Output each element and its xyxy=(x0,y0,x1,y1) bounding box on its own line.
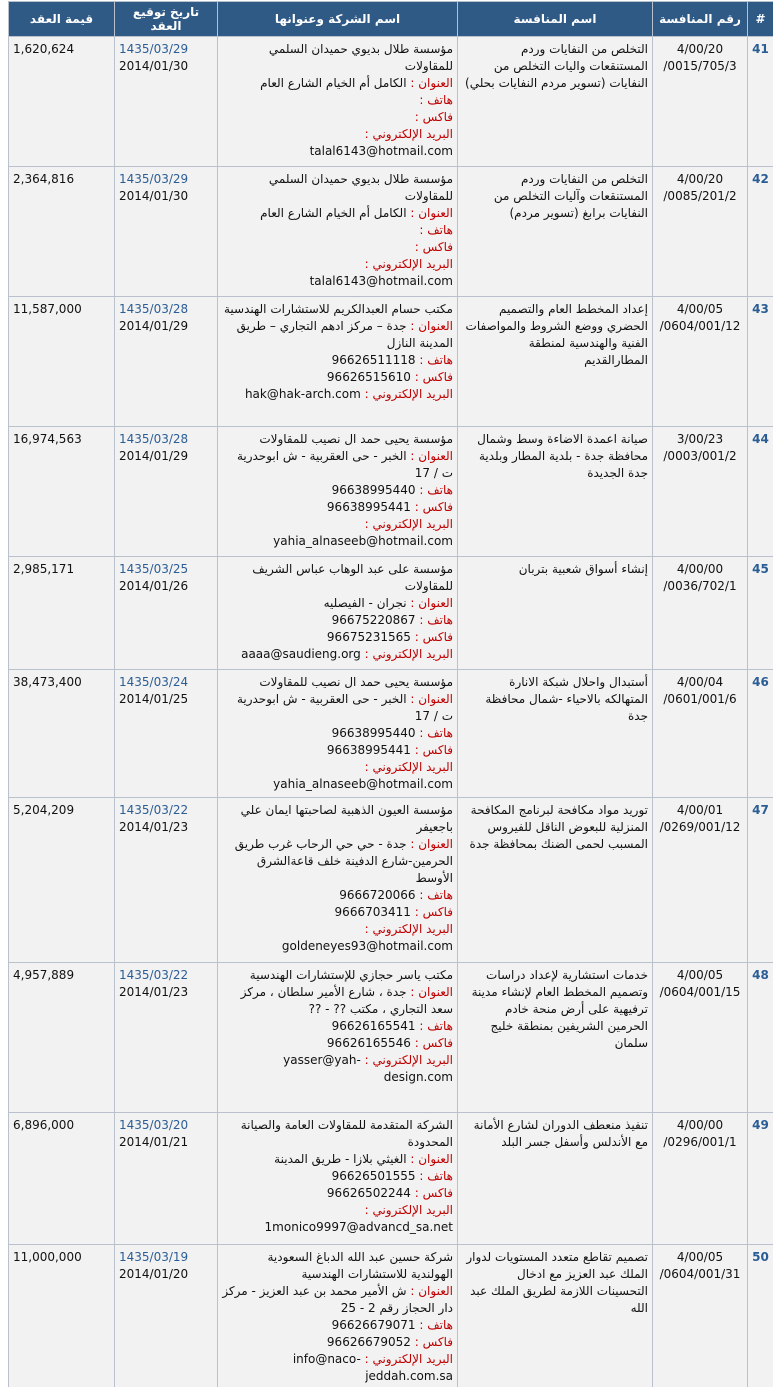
contract-value: 5,204,209 xyxy=(9,798,115,963)
row-number: 44 xyxy=(748,427,773,557)
table-row xyxy=(9,1113,773,1245)
col-header-num: # xyxy=(748,2,773,37)
contact-address-label: العنوان : xyxy=(410,449,453,463)
company-cell xyxy=(218,670,458,798)
table-row xyxy=(9,1245,773,1387)
tender-name: توريد مواد مكافحة لبرنامج المكافحة المنزلية للبعوض الناقل للفيروس المسبب لحمى الضنك بمحافظة جدة xyxy=(458,798,653,963)
company-name: مكتب ياسر حجازي للإستشارات الهندسية xyxy=(249,968,453,982)
contact-fax-value: 96626515610 xyxy=(326,370,411,384)
contact-email-label: البريد الإلكتروني : xyxy=(364,1203,453,1217)
contact-address-value: نجران - الفيصليه xyxy=(323,596,407,610)
contact-phone-line xyxy=(222,1018,453,1035)
contact-address-line xyxy=(222,75,453,92)
contact-address-label: العنوان : xyxy=(410,596,453,610)
contact-fax-label: فاكس : xyxy=(414,630,453,644)
contract-date-hijri: 1435/03/22 xyxy=(119,968,189,982)
contract-date-gregorian: 2014/01/30 xyxy=(119,59,189,73)
contract-date-gregorian: 2014/01/23 xyxy=(119,820,189,834)
contact-email-value[interactable]: aaaa@saudieng.org xyxy=(241,647,361,661)
company-cell xyxy=(218,963,458,1113)
contract-value: 11,587,000 xyxy=(9,297,115,427)
contract-date-hijri: 1435/03/28 xyxy=(119,432,189,446)
contact-address-line xyxy=(222,836,453,887)
contract-date-gregorian: 2014/01/21 xyxy=(119,1135,189,1149)
contact-email-value[interactable]: talal6143@hotmail.com xyxy=(309,144,453,158)
header-row xyxy=(9,2,773,37)
contact-address-label: العنوان : xyxy=(410,319,453,333)
tender-name: أستبدال واحلال شبكة الانارة المتهالكه بالاحياء -شمال محافظة جدة xyxy=(458,670,653,798)
contact-email-line xyxy=(222,386,453,403)
contact-fax-value: 96638995441 xyxy=(326,743,411,757)
contact-phone-line xyxy=(222,92,453,109)
tender-name: إنشاء أسواق شعبية بتربان xyxy=(458,557,653,670)
contact-fax-line xyxy=(222,369,453,386)
contact-phone-line xyxy=(222,352,453,369)
contact-phone-line xyxy=(222,1317,453,1334)
table-row xyxy=(9,37,773,167)
tender-name: صيانة اعمدة الاضاءة وسط وشمال محافظة جدة - بلدية المطار وبلدية جدة الجديدة xyxy=(458,427,653,557)
contact-address-line xyxy=(222,984,453,1018)
company-name: الشركة المتقدمة للمقاولات العامة والصيانة المحدودة xyxy=(240,1118,453,1149)
contact-address-label: العنوان : xyxy=(410,837,453,851)
contract-value: 6,896,000 xyxy=(9,1113,115,1245)
contract-date-cell xyxy=(115,167,218,297)
contact-email-label: البريد الإلكتروني : xyxy=(364,387,453,401)
contact-email-value[interactable]: talal6143@hotmail.com xyxy=(309,274,453,288)
contact-phone-label: هاتف : xyxy=(419,1169,453,1183)
contact-email-value[interactable]: info@naco-jeddah.com.sa xyxy=(292,1352,453,1383)
contact-address-label: العنوان : xyxy=(410,1152,453,1166)
contract-value: 11,000,000 xyxy=(9,1245,115,1387)
contact-fax-value: 96626679052 xyxy=(326,1335,411,1349)
contact-fax-line xyxy=(222,1035,453,1052)
contact-fax-line xyxy=(222,239,453,256)
contract-date-gregorian: 2014/01/30 xyxy=(119,189,189,203)
contact-address-value: الخبر - حى العقربية - ش ابوحدرية ت / 17 xyxy=(236,449,453,480)
contact-email-label: البريد الإلكتروني : xyxy=(364,1053,453,1067)
tender-reference: 4/00/00 /0296/001/1 xyxy=(653,1113,748,1245)
contact-email-line xyxy=(222,516,453,550)
contract-date-cell xyxy=(115,297,218,427)
contact-fax-label: فاكس : xyxy=(414,240,453,254)
company-name: مؤسسة طلال بديوي حميدان السلمي للمقاولات xyxy=(268,172,453,203)
contract-date-cell xyxy=(115,37,218,167)
contact-address-value: الغيثي بلازا - طريق المدينة xyxy=(274,1152,407,1166)
contact-fax-value: 9666703411 xyxy=(334,905,411,919)
table-row xyxy=(9,670,773,798)
contract-date-cell xyxy=(115,557,218,670)
tender-reference: 4/00/05 /0604/001/15 xyxy=(653,963,748,1113)
contact-email-line xyxy=(222,1202,453,1236)
contact-address-label: العنوان : xyxy=(410,206,453,220)
contract-date-gregorian: 2014/01/29 xyxy=(119,449,189,463)
contact-email-label: البريد الإلكتروني : xyxy=(364,922,453,936)
contract-date-hijri: 1435/03/22 xyxy=(119,803,189,817)
tender-name: تصميم تقاطع متعدد المستويات لدوار الملك عبد العزيز مع ادخال التحسينات اللازمة لطريق الملك عبد الله xyxy=(458,1245,653,1387)
contact-address-line xyxy=(222,318,453,352)
contact-address-line xyxy=(222,595,453,612)
contact-phone-value: 96626501555 xyxy=(331,1169,416,1183)
company-cell xyxy=(218,297,458,427)
contracts-table xyxy=(8,1,773,1387)
contact-email-value[interactable]: yasser@yah-design.com xyxy=(283,1053,453,1084)
contact-address-label: العنوان : xyxy=(410,692,453,706)
contact-address-value: جدة - حي حي الرحاب غرب طريق الحرمين-شارع الدفينة خلف قاعةالشرق الأوسط xyxy=(234,837,453,885)
contract-date-hijri: 1435/03/25 xyxy=(119,562,189,576)
contact-address-value: جدة – مركز ادهم التجاري – طريق المدينة النازل xyxy=(236,319,453,350)
contract-date-cell xyxy=(115,798,218,963)
contract-value: 1,620,624 xyxy=(9,37,115,167)
contact-fax-label: فاكس : xyxy=(414,743,453,757)
contract-date-gregorian: 2014/01/29 xyxy=(119,319,189,333)
contact-phone-label: هاتف : xyxy=(419,93,453,107)
contact-phone-line xyxy=(222,612,453,629)
contract-value: 2,364,816 xyxy=(9,167,115,297)
company-name: مؤسسة العيون الذهبية لصاحبتها ايمان علي باجعيفر xyxy=(240,803,453,834)
row-number: 42 xyxy=(748,167,773,297)
contact-fax-label: فاكس : xyxy=(414,370,453,384)
row-number: 50 xyxy=(748,1245,773,1387)
tender-reference: 3/00/23 /0003/001/2 xyxy=(653,427,748,557)
contract-date-hijri: 1435/03/24 xyxy=(119,675,189,689)
contract-date-gregorian: 2014/01/26 xyxy=(119,579,189,593)
company-name: مؤسسة طلال بديوي حميدان السلمي للمقاولات xyxy=(268,42,453,73)
contact-phone-value: 96626511118 xyxy=(331,353,416,367)
contact-phone-label: هاتف : xyxy=(419,613,453,627)
contact-fax-value: 96638995441 xyxy=(326,500,411,514)
contact-email-label: البريد الإلكتروني : xyxy=(364,1352,453,1366)
contact-fax-value: 96675231565 xyxy=(326,630,411,644)
contact-fax-label: فاكس : xyxy=(414,1335,453,1349)
company-name: مؤسسة يحيى حمد ال نصيب للمقاولات xyxy=(259,432,453,446)
contract-value: 4,957,889 xyxy=(9,963,115,1113)
col-header-date: تاريخ توقيع العقد xyxy=(115,2,218,37)
contract-date-cell xyxy=(115,670,218,798)
tender-reference: 4/00/05 /0604/001/12 xyxy=(653,297,748,427)
tender-reference: 4/00/20 /0085/201/2 xyxy=(653,167,748,297)
contact-phone-label: هاتف : xyxy=(419,1318,453,1332)
tender-reference: 4/00/05 /0604/001/31 xyxy=(653,1245,748,1387)
contact-address-value: ش الأمير محمد بن عبد العزيز - مركز دار الحجاز رقم 2 - 25 xyxy=(222,1284,453,1315)
contract-date-gregorian: 2014/01/23 xyxy=(119,985,189,999)
contact-fax-line xyxy=(222,629,453,646)
contact-email-label: البريد الإلكتروني : xyxy=(364,127,453,141)
contact-email-line xyxy=(222,1351,453,1385)
contact-address-label: العنوان : xyxy=(410,1284,453,1298)
contact-email-line xyxy=(222,256,453,290)
col-header-company: اسم الشركة وعنوانها xyxy=(218,2,458,37)
contact-email-line xyxy=(222,126,453,160)
col-header-tender: اسم المنافسة xyxy=(458,2,653,37)
contact-phone-value: 96638995440 xyxy=(331,726,416,740)
company-cell xyxy=(218,167,458,297)
contact-phone-label: هاتف : xyxy=(419,1019,453,1033)
contract-date-cell xyxy=(115,1245,218,1387)
row-number: 47 xyxy=(748,798,773,963)
tender-reference: 4/00/04 /0601/001/6 xyxy=(653,670,748,798)
contact-email-value[interactable]: 1monico9997@advancd_sa.net xyxy=(264,1220,453,1234)
contact-phone-value: 96626165541 xyxy=(331,1019,416,1033)
contact-email-line xyxy=(222,1052,453,1086)
contact-email-label: البريد الإلكتروني : xyxy=(364,760,453,774)
contact-email-line xyxy=(222,646,453,663)
contact-email-value[interactable]: goldeneyes93@hotmail.com xyxy=(281,939,453,953)
contact-email-label: البريد الإلكتروني : xyxy=(364,647,453,661)
col-header-value: قيمة العقد xyxy=(9,2,115,37)
table-row xyxy=(9,167,773,297)
row-number: 45 xyxy=(748,557,773,670)
tender-reference: 4/00/01 /0269/001/12 xyxy=(653,798,748,963)
tender-name: إعداد المخطط العام والتصميم الحضري ووضع الشروط والمواصفات الفنية والهندسية لمنطقة المطارالقديم xyxy=(458,297,653,427)
contact-address-line xyxy=(222,1151,453,1168)
company-name: شركة حسين عبد الله الدباغ السعودية الهولندية للاستشارات الهندسية xyxy=(267,1250,453,1281)
contact-fax-line xyxy=(222,109,453,126)
contract-date-hijri: 1435/03/29 xyxy=(119,172,189,186)
contact-phone-line xyxy=(222,887,453,904)
table-row xyxy=(9,557,773,670)
contact-fax-label: فاكس : xyxy=(414,110,453,124)
tender-reference: 4/00/00 /0036/702/1 xyxy=(653,557,748,670)
contact-fax-label: فاكس : xyxy=(414,1036,453,1050)
contact-address-line xyxy=(222,448,453,482)
contact-fax-label: فاكس : xyxy=(414,905,453,919)
tender-name: التخلص من النفايات وردم المستنقعات واليات التخلص من النفايات (تسوير مردم النفايات بحلي) xyxy=(458,37,653,167)
contact-phone-value: 96626679071 xyxy=(331,1318,416,1332)
contact-phone-label: هاتف : xyxy=(419,888,453,902)
contact-phone-label: هاتف : xyxy=(419,353,453,367)
contact-phone-value: 96638995440 xyxy=(331,483,416,497)
contact-fax-line xyxy=(222,1185,453,1202)
tender-name: خدمات استشارية لإعداد دراسات وتصميم المخطط العام لإنشاء مدينة ترفيهية على أرض منحة خادم الحرمين الشريفين بمنطقة خليج سلمان xyxy=(458,963,653,1113)
table-row xyxy=(9,963,773,1113)
company-cell xyxy=(218,1245,458,1387)
table-row xyxy=(9,798,773,963)
contact-email-label: البريد الإلكتروني : xyxy=(364,257,453,271)
tender-name: التخلص من النفايات وردم المستنقعات وآليات التخلص من النفايات برابغ (تسوير مردم) xyxy=(458,167,653,297)
contact-fax-label: فاكس : xyxy=(414,1186,453,1200)
contact-email-value[interactable]: hak@hak-arch.com xyxy=(244,387,361,401)
contact-address-label: العنوان : xyxy=(410,76,453,90)
contact-address-label: العنوان : xyxy=(410,985,453,999)
company-cell xyxy=(218,427,458,557)
contact-fax-line xyxy=(222,904,453,921)
contact-email-line xyxy=(222,921,453,955)
contact-phone-line xyxy=(222,222,453,239)
contact-phone-label: هاتف : xyxy=(419,726,453,740)
contact-address-value: الكامل أم الخيام الشارع العام xyxy=(260,206,407,220)
contract-date-cell xyxy=(115,1113,218,1245)
company-cell xyxy=(218,1113,458,1245)
row-number: 41 xyxy=(748,37,773,167)
contract-date-cell xyxy=(115,963,218,1113)
contact-fax-line xyxy=(222,499,453,516)
tender-reference: 4/00/20 /0015/705/3 xyxy=(653,37,748,167)
contract-value: 38,473,400 xyxy=(9,670,115,798)
contract-date-hijri: 1435/03/28 xyxy=(119,302,189,316)
contact-fax-line xyxy=(222,742,453,759)
contract-date-gregorian: 2014/01/25 xyxy=(119,692,189,706)
company-cell xyxy=(218,557,458,670)
contact-email-value[interactable]: yahia_alnaseeb@hotmail.com xyxy=(273,534,453,548)
company-cell xyxy=(218,37,458,167)
company-name: مؤسسة على عبد الوهاب عباس الشريف للمقاولات xyxy=(252,562,453,593)
row-number: 43 xyxy=(748,297,773,427)
contact-fax-label: فاكس : xyxy=(414,500,453,514)
contact-phone-label: هاتف : xyxy=(419,483,453,497)
contact-phone-value: 96675220867 xyxy=(331,613,416,627)
contact-email-value[interactable]: yahia_alnaseeb@hotmail.com xyxy=(273,777,453,791)
row-number: 49 xyxy=(748,1113,773,1245)
contract-date-hijri: 1435/03/29 xyxy=(119,42,189,56)
contact-address-line xyxy=(222,691,453,725)
contract-date-hijri: 1435/03/19 xyxy=(119,1250,189,1264)
tender-name: تنفيذ منعطف الدوران لشارع الأمانة مع الأندلس وأسفل جسر البلد xyxy=(458,1113,653,1245)
contact-phone-line xyxy=(222,1168,453,1185)
contact-address-value: جدة ، شارع الأمير سلطان ، مركز سعد التجاري ، مكتب ?? - ?? xyxy=(240,985,453,1016)
contract-date-cell xyxy=(115,427,218,557)
contract-value: 16,974,563 xyxy=(9,427,115,557)
contact-phone-line xyxy=(222,725,453,742)
contract-date-hijri: 1435/03/20 xyxy=(119,1118,189,1132)
contact-address-value: الخبر - حى العقربية - ش ابوحدرية ت / 17 xyxy=(236,692,453,723)
company-cell xyxy=(218,798,458,963)
contract-value: 2,985,171 xyxy=(9,557,115,670)
contact-fax-value: 96626502244 xyxy=(326,1186,411,1200)
contract-date-gregorian: 2014/01/20 xyxy=(119,1267,189,1281)
company-name: مكتب حسام العبدالكريم للاستشارات الهندسية xyxy=(223,302,453,316)
contact-address-value: الكامل أم الخيام الشارع العام xyxy=(260,76,407,90)
table-row xyxy=(9,297,773,427)
company-name: مؤسسة يحيى حمد ال نصيب للمقاولات xyxy=(259,675,453,689)
row-number: 46 xyxy=(748,670,773,798)
contact-phone-value: 9666720066 xyxy=(339,888,416,902)
table-row xyxy=(9,427,773,557)
contact-phone-label: هاتف : xyxy=(419,223,453,237)
contact-email-line xyxy=(222,759,453,793)
contact-email-label: البريد الإلكتروني : xyxy=(364,517,453,531)
contact-address-line xyxy=(222,205,453,222)
col-header-ref: رقم المنافسة xyxy=(653,2,748,37)
contact-address-line xyxy=(222,1283,453,1317)
contact-fax-value: 96626165546 xyxy=(326,1036,411,1050)
contact-fax-line xyxy=(222,1334,453,1351)
contact-phone-line xyxy=(222,482,453,499)
row-number: 48 xyxy=(748,963,773,1113)
